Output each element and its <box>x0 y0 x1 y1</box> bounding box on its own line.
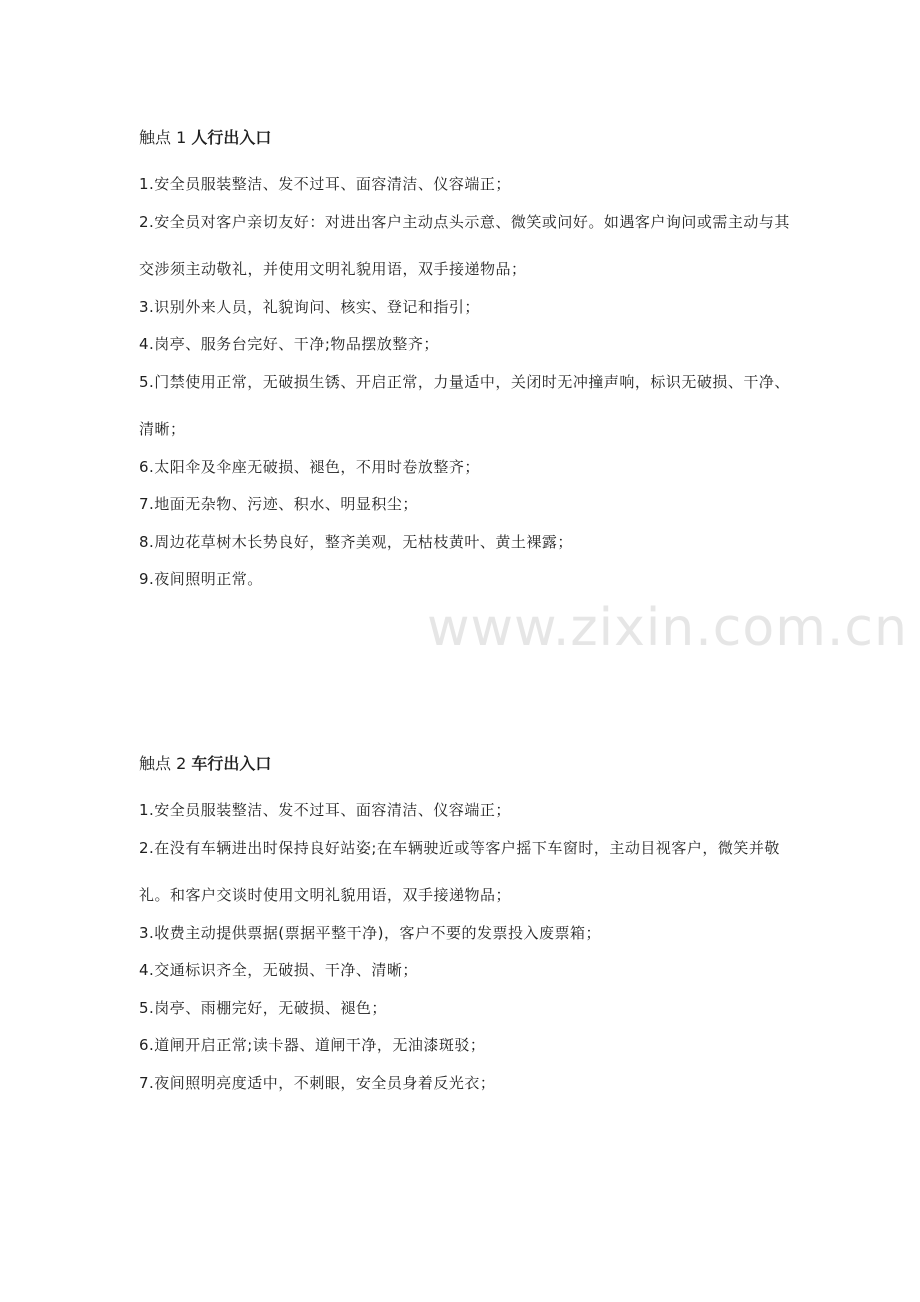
list-item: 7.夜间照明亮度适中，不刺眼，安全员身着反光衣； <box>139 1073 496 1092</box>
list-item: 4.岗亭、服务台完好、干净;物品摆放整齐； <box>139 335 439 353</box>
section-heading <box>139 124 799 152</box>
list-item: 8.周边花草树木长势良好，整齐美观，无枯枝黄叶、黄土裸露； <box>139 532 573 551</box>
list-item: 1.安全员服装整洁、发不过耳、面容清洁、仪容端正； <box>139 801 511 819</box>
list-item: 5.门禁使用正常，无破损生锈、开启正常，力量适中，关闭时无冲撞声响，标识无破损、干净、清晰； <box>139 372 790 438</box>
list-item: 2.安全员对客户亲切友好：对进出客户主动点头示意、微笑或问好。如遇客户询问或需主动与其交涉须主动敬礼，并使用文明礼貌用语，双手接递物品； <box>139 212 790 278</box>
list-item: 9.夜间照明正常。 <box>139 570 263 588</box>
list-item: 6.道闸开启正常;读卡器、道闸干净，无油漆斑驳； <box>139 1036 486 1054</box>
list-item: 7.地面无杂物、污迹、积水、明显积尘； <box>139 495 418 513</box>
section-heading-prefix: 触点 2 <box>139 754 192 773</box>
section-heading-title: 车行出入口 <box>191 754 272 773</box>
list-item: 6.太阳伞及伞座无破损、褪色，不用时卷放整齐； <box>139 457 480 476</box>
section-touchpoint-2 <box>139 750 799 1107</box>
watermark: www.zixin.com.cn <box>427 598 908 658</box>
section-heading-prefix: 触点 1 <box>139 128 192 147</box>
list-item: 1.安全员服装整洁、发不过耳、面容清洁、仪容端正； <box>139 175 511 193</box>
requirement-list <box>139 161 799 604</box>
list-item: 3.收费主动提供票据(票据平整干净)，客户不要的发票投入废票箱； <box>139 923 602 942</box>
section-heading <box>139 750 799 778</box>
section-touchpoint-1 <box>139 124 799 604</box>
requirement-list <box>139 787 799 1107</box>
list-item: 5.岗亭、雨棚完好，无破损、褪色； <box>139 998 387 1017</box>
section-heading-title: 人行出入口 <box>191 128 272 147</box>
list-item: 3.识别外来人员，礼貌询问、核实、登记和指引； <box>139 297 480 316</box>
list-item: 4.交通标识齐全，无破损、干净、清晰； <box>139 961 418 979</box>
list-item: 2.在没有车辆进出时保持良好站姿;在车辆驶近或等客户摇下车窗时，主动目视客户，微笑并敬礼。和客户交谈时使用文明礼貌用语，双手接递物品； <box>139 838 780 904</box>
